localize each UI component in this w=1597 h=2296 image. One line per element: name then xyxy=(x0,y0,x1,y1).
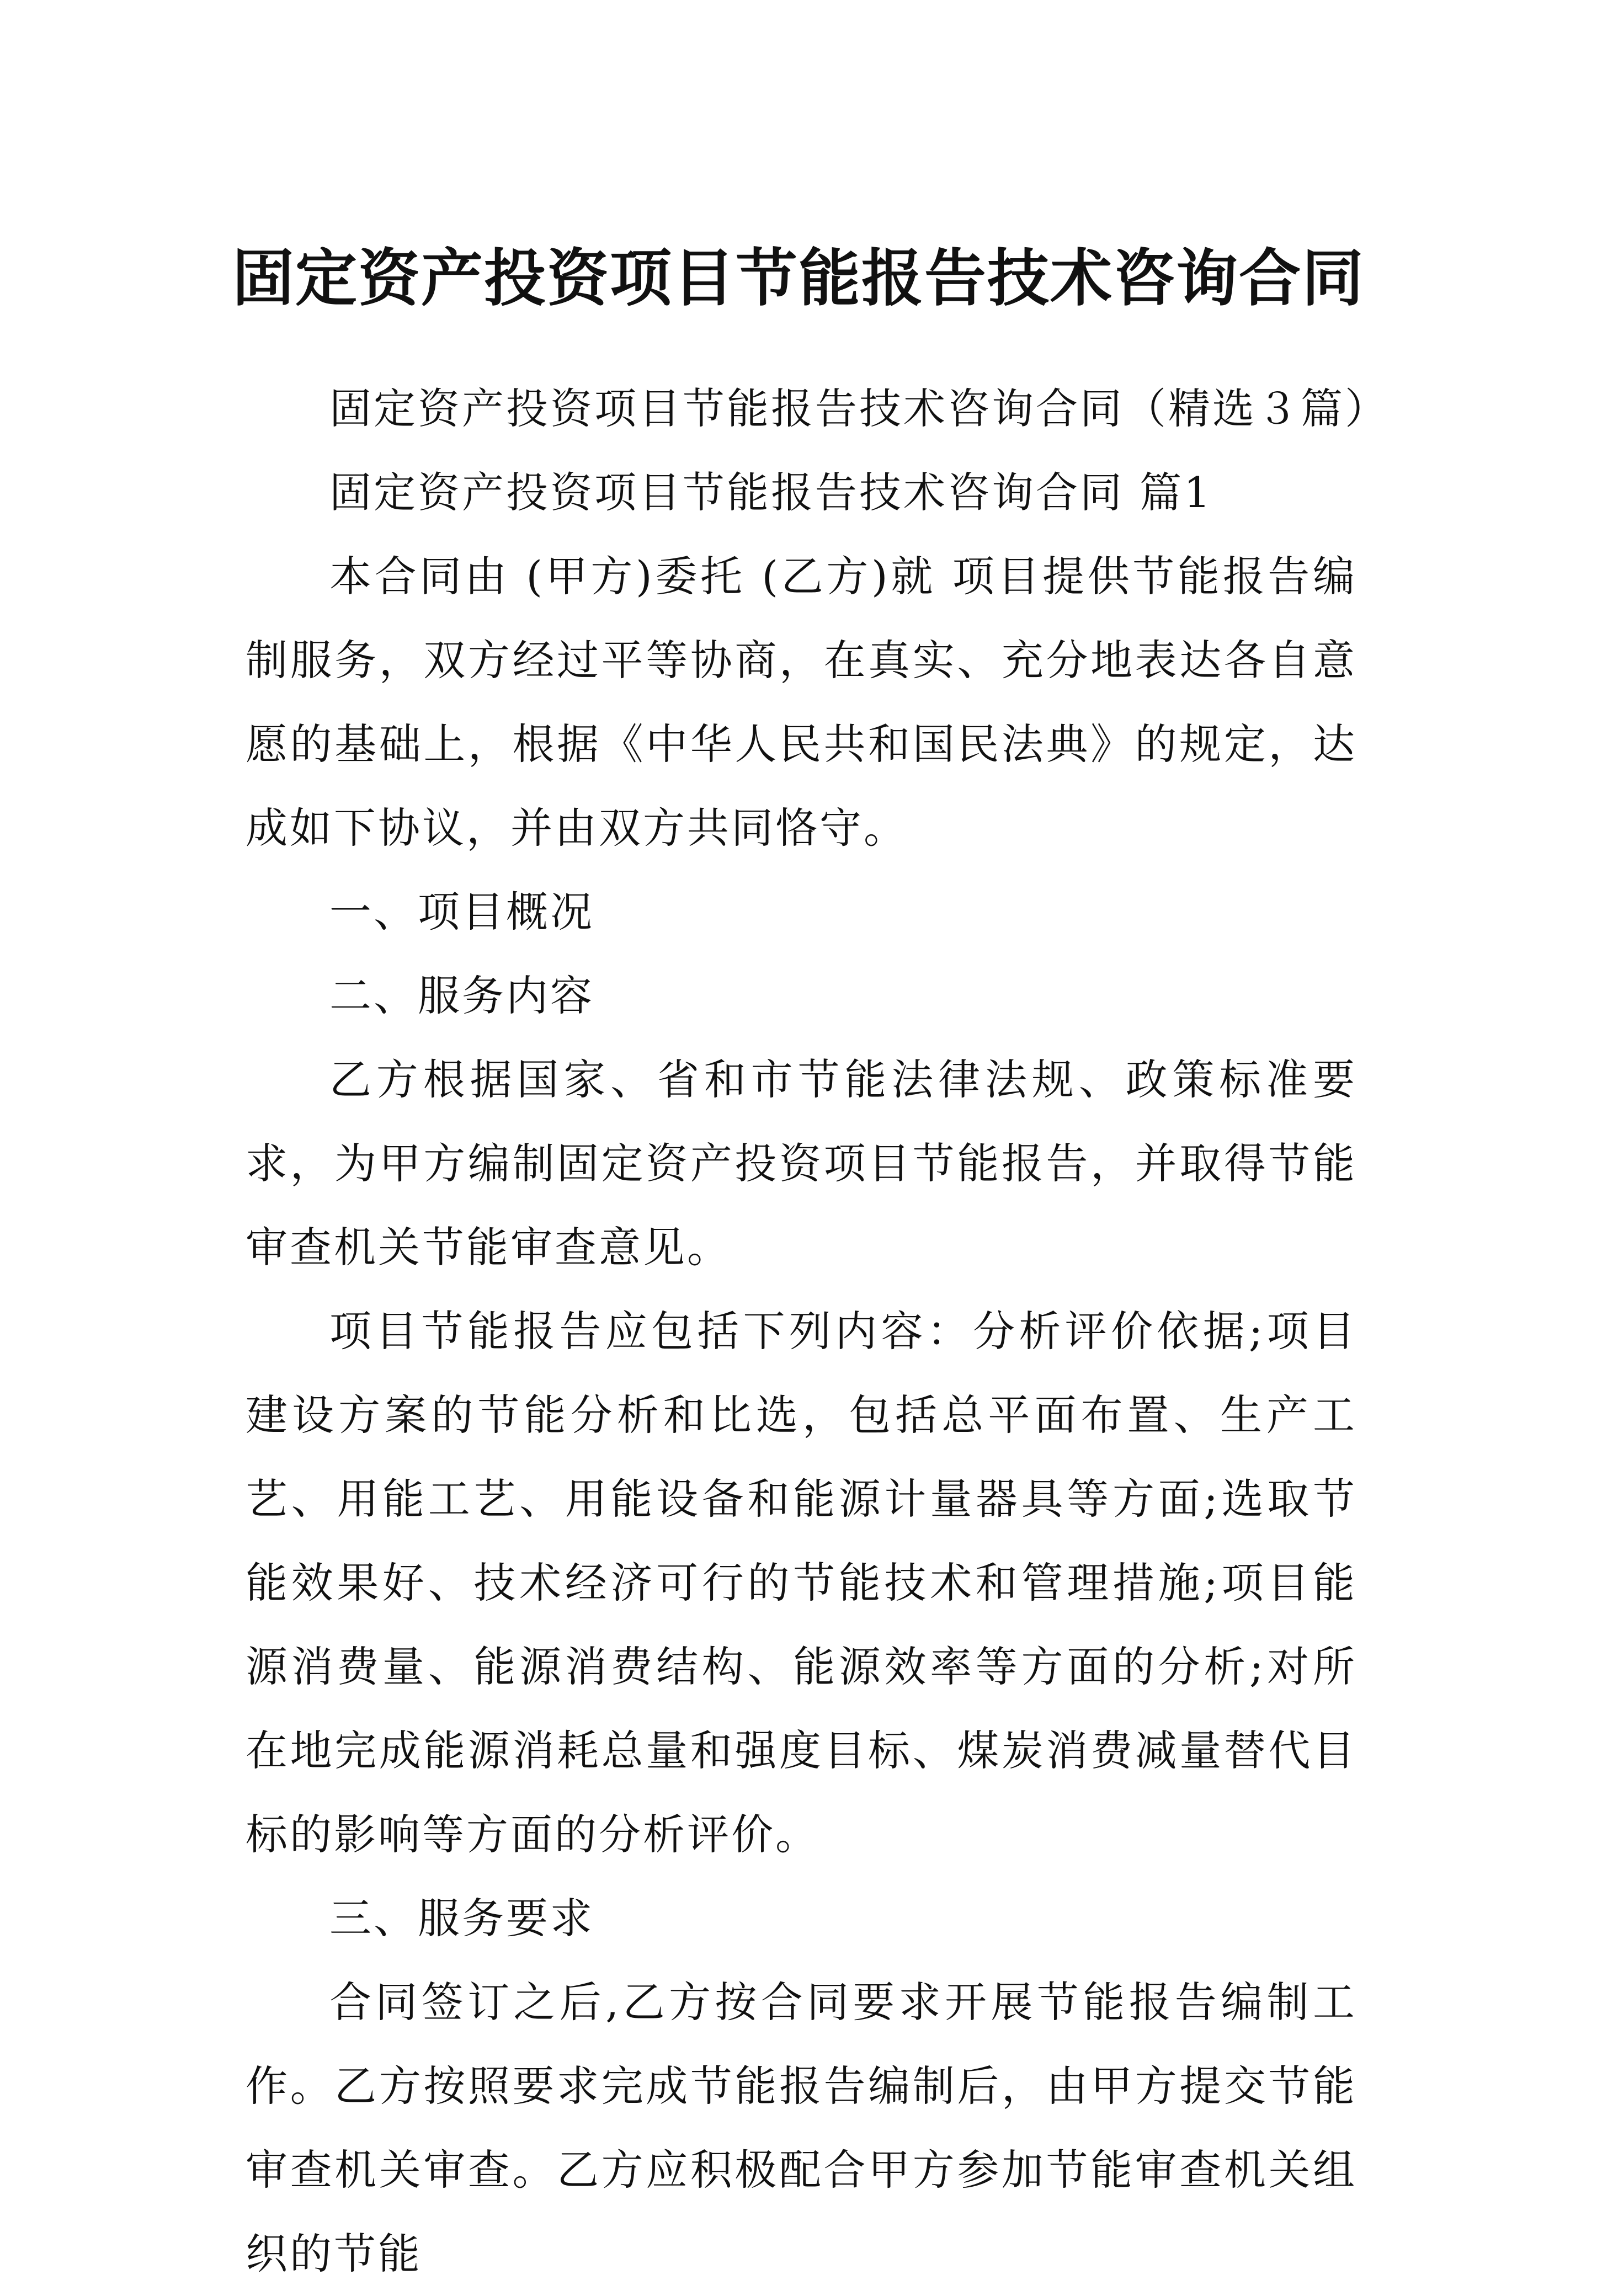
paragraph-preamble: 本合同由 (甲方)委托 (乙方)就 项目提供节能报告编制服务，双方经过平等协商，在真实、充分地表达各自意愿的基础上，根据《中华人民共和国民法典》的规定，达成如下协议，并由双方共同恪守。 xyxy=(246,552,1357,853)
paragraph-service-requirements: 合同签订之后,乙方按合同要求开展节能报告编制工作。乙方按照要求完成节能报告编制后，由甲方提交节能审查机关审查。乙方应积极配合甲方参加节能审查机关组织的节能 xyxy=(246,1978,1357,2278)
section-heading-part-1: 固定资产投资项目节能报告技术咨询合同 篇1 xyxy=(329,468,1213,517)
section-heading-service-content: 二、服务内容 xyxy=(329,971,594,1020)
paragraph-report-contents: 项目节能报告应包括下列内容：分析评价依据;项目建设方案的节能分析和比选，包括总平面布置、生产工艺、用能工艺、用能设备和能源计量器具等方面;选取节能效果好、技术经济可行的节能技术和管理措施;项目能源消费量、能源消费结构、能源效率等方面的分析;对所在地完成能源消耗总量和强度目标、煤炭消费减量替代目标的影响等方面的分析评价。 xyxy=(246,1307,1357,1859)
document-title: 固定资产投资项目节能报告技术咨询合同 xyxy=(232,242,1365,315)
section-heading-service-requirements: 三、服务要求 xyxy=(329,1894,594,1943)
paragraph-service-content: 乙方根据国家、省和市节能法律法规、政策标准要求，为甲方编制固定资产投资项目节能报告，并取得节能审查机关节能审查意见。 xyxy=(246,1055,1357,1272)
section-heading-project-overview: 一、项目概况 xyxy=(329,887,594,936)
contract-subtitle: 固定资产投资项目节能报告技术咨询合同（精选３篇） xyxy=(329,384,1389,433)
document-body xyxy=(246,367,1389,2296)
